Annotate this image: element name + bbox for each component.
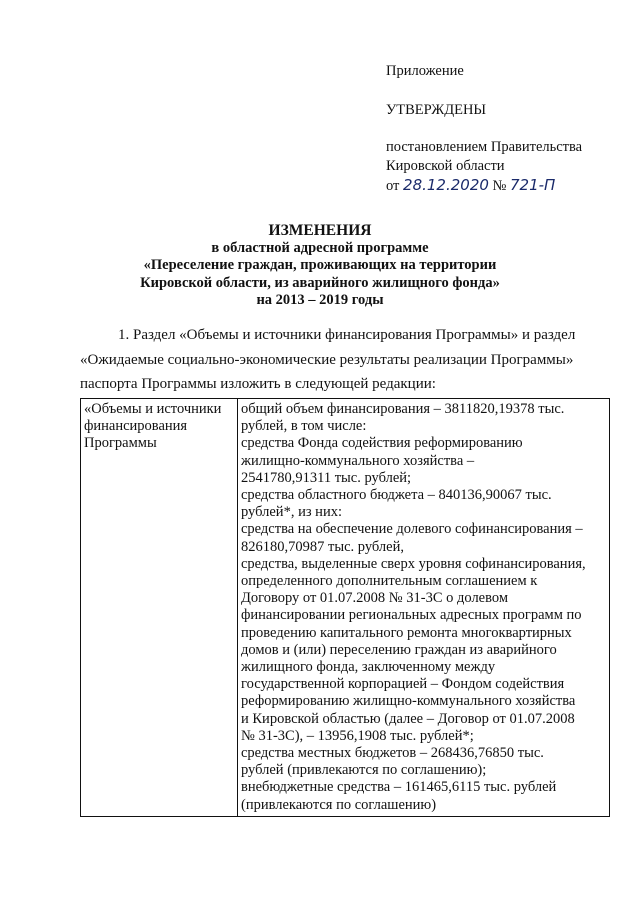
content-line: (привлекаются по соглашению) [241,796,437,813]
header-line-1: в областной адресной программе [211,239,429,256]
label-line: «Объемы и источники [84,401,222,417]
content-line: финансировании региональных адресных программ по [241,607,582,624]
content-line: определенного дополнительным соглашением к [241,573,538,590]
document-title: ИЗМЕНЕНИЯ [268,222,372,239]
table-label-cell [81,399,238,817]
content-line: жилищного фонда, заключенному между [241,659,496,676]
intro-paragraph [80,323,602,397]
header-line-3: Кировской области, из аварийного жилищного фонда» [140,274,500,291]
content-line: государственной корпорацией – Фондом содействия [241,676,565,693]
financing-table [80,398,610,817]
content-line: № 31-3С), – 13956,1908 тыс. рублей*; [241,727,474,744]
decree-date-line [386,176,626,196]
date-prefix: от [386,178,400,194]
paragraph-line-2: «Ожидаемые социально-экономические результаты реализации Программы» [80,351,574,368]
decree-date: 28.12.2020 [403,176,489,194]
content-line: внебюджетные средства – 161465,6115 тыс. рублей [241,779,557,796]
content-line: проведению капитального ремонта многоквартирных [241,624,572,641]
table-row [81,399,610,817]
label-line: финансирования [84,418,188,435]
decree-number: 721-П [510,176,556,194]
content-line: Договору от 01.07.2008 № 31-3С о долевом [241,590,509,607]
table-content-cell [238,399,610,817]
label-line: Программы [84,435,157,452]
decree-line-1: постановлением Правительства [386,139,583,155]
content-line: и Кировской областью (далее – Договор от 01.07.2008 [241,710,575,727]
content-line: общий объем финансирования – 3811820,19378 тыс. [241,401,565,417]
content-line: домов и (или) переселению граждан из аварийного [241,641,557,658]
approved-label: УТВЕРЖДЕНЫ [386,102,487,118]
content-line: средства местных бюджетов – 268436,76850 тыс. [241,745,544,762]
content-line: рублей, в том числе: [241,418,367,435]
header-line-4: на 2013 – 2019 годы [256,292,384,308]
decree-line-2: Кировской области [386,158,505,174]
appendix-label: Приложение [386,63,464,79]
content-line: жилищно-коммунального хозяйства – [241,452,475,469]
content-line: средства на обеспечение долевого софинансирования – [241,521,583,538]
header-line-2: «Переселение граждан, проживающих на территории [143,257,497,273]
paragraph-line-3: паспорта Программы изложить в следующей редакции: [80,376,436,392]
approval-block [386,62,626,196]
document-header [100,222,540,310]
content-line: средства Фонда содействия реформированию [241,435,523,452]
content-line: рублей*, из них: [241,504,342,521]
content-line: средства областного бюджета – 840136,90067 тыс. [241,487,552,504]
content-line: рублей (привлекаются по соглашению); [241,762,487,779]
content-line: средства, выделенные сверх уровня софинансирования, [241,555,586,572]
content-line: 2541780,91311 тыс. рублей; [241,469,412,486]
content-line: реформированию жилищно-коммунального хозяйства [241,693,576,710]
content-line: 826180,70987 тыс. рублей, [241,538,404,555]
number-prefix: № [492,178,507,194]
paragraph-line-1: 1. Раздел «Объемы и источники финансирования Программы» и раздел [118,327,576,343]
